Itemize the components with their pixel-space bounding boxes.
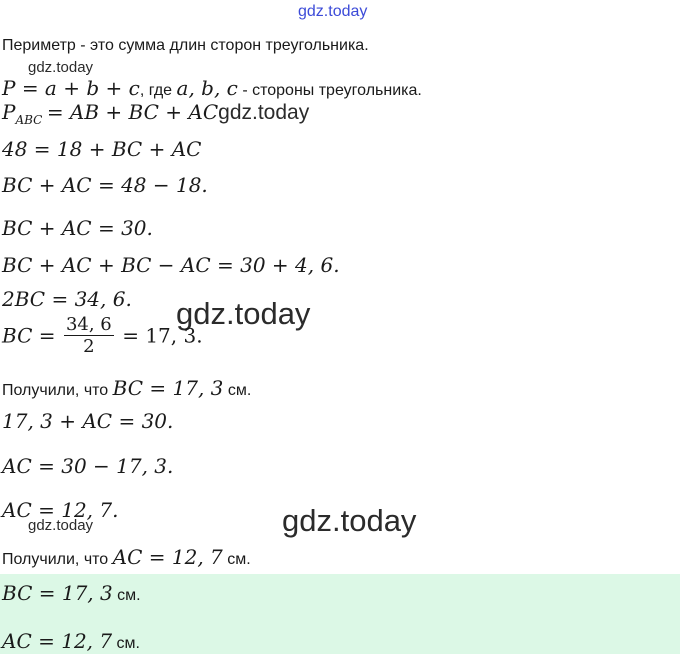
formula-vars: a, b, c [176,76,238,100]
equation-4: BC + AC + BC − AC = 30 + 4, 6. [2,253,340,277]
perimeter-abc-line [2,100,309,127]
unit: см. [112,587,141,604]
result-ac: AC = 12, 7 [112,545,223,569]
result-bc-line [2,376,251,400]
equation-3: BC + AC = 30. [2,216,153,240]
unit: см. [223,382,252,399]
result-ac-line [2,545,251,569]
watermark-large: gdz.today [282,503,417,538]
fraction-rhs: = 17, 3. [122,323,203,348]
result-bc: BC = 17, 3 [112,376,224,400]
watermark-small: gdz.today [28,59,94,76]
equation-7: AC = 30 − 17, 3. [2,454,174,478]
watermark-small: gdz.today [28,517,94,534]
equation-2: BC + AC = 48 − 18. [2,173,208,197]
result-prefix: Получили, что [2,382,113,399]
equation-8: AC = 12, 7. [2,498,119,522]
equation-6: 17, 3 + AC = 30. [2,409,174,433]
unit: см. [222,551,251,568]
perimeter-formula: P = a + b + c [2,76,140,100]
unit: см. [112,635,140,652]
p-symbol: $P_{ABC}$ [2,100,43,127]
fraction-denominator: 2 [83,336,95,357]
watermark-inline: gdz.today [218,101,310,124]
answer-ac: AC = 12, 7 [2,629,113,653]
formula-tail: - стороны треугольника. [237,82,422,99]
formula-connector: , где [139,82,173,99]
equation-1: 48 = 18 + BC + AC [2,137,202,161]
fraction [64,314,114,357]
fraction-lhs: BC = [2,323,56,348]
watermark-large: gdz.today [176,296,311,331]
watermark-top: gdz.today [298,3,368,20]
fraction-numerator: 34, 6 [65,314,112,335]
intro-text: Периметр - это сумма длин сторон треугольника. [2,37,369,54]
answer-bc-line [2,581,141,605]
perimeter-abc: = AB + BC + AC [46,100,219,124]
fraction-equation [2,314,203,357]
equation-5: 2BC = 34, 6. [2,287,132,311]
perimeter-formula-line [2,76,422,100]
answer-bc: BC = 17, 3 [2,581,113,605]
result-prefix: Получили, что [2,551,113,568]
answer-ac-line [2,629,140,653]
